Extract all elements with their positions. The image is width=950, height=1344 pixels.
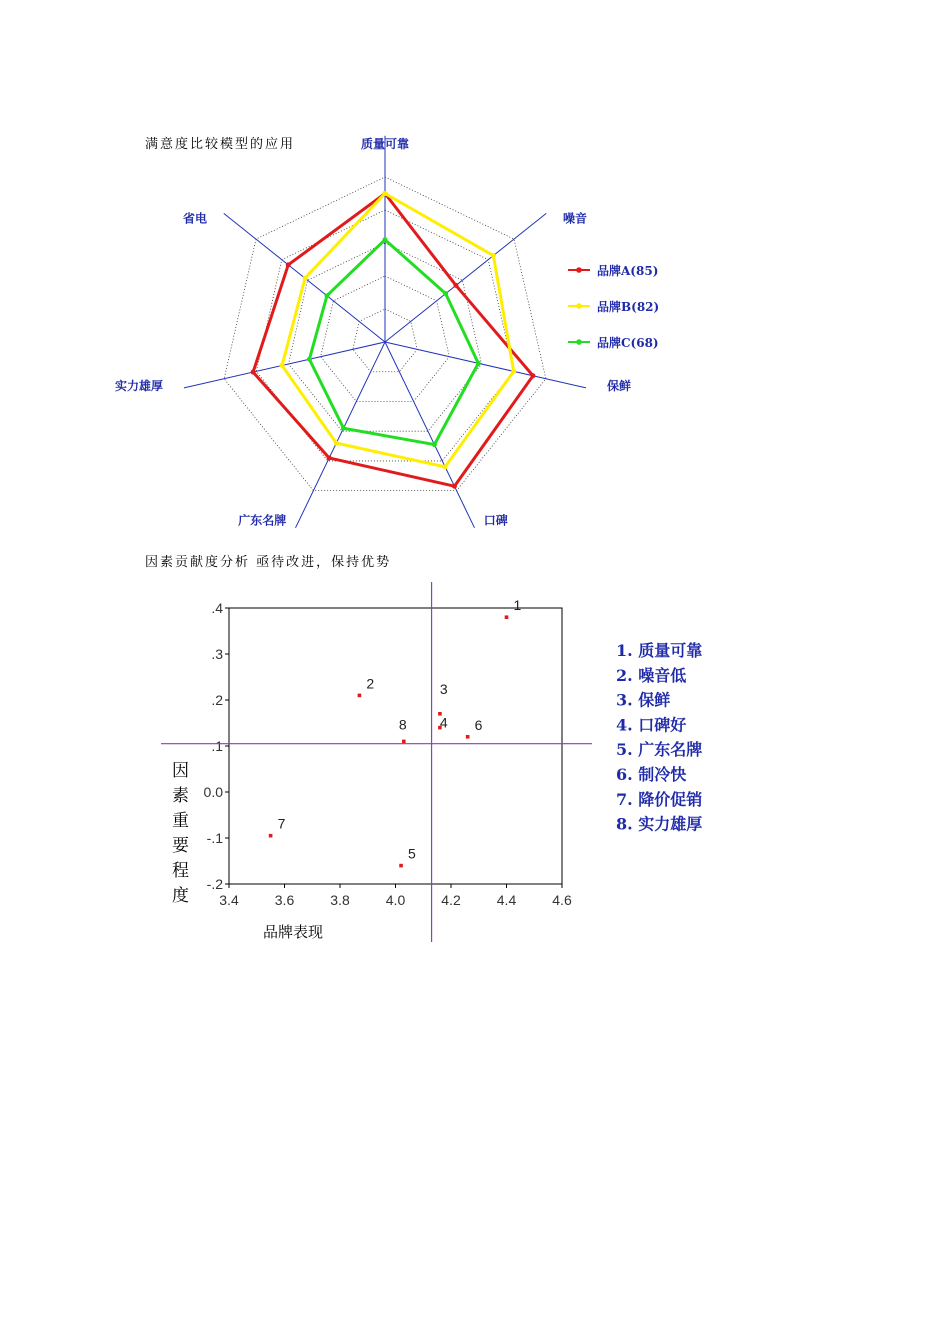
scatter-point-label: 8 xyxy=(398,716,407,733)
x-tick-label: 3.4 xyxy=(219,892,239,908)
radar-axis-label: 广东名牌 xyxy=(238,513,287,528)
factor-list xyxy=(616,641,702,834)
scatter-points xyxy=(269,597,522,867)
scatter-point-label: 7 xyxy=(277,815,286,832)
y-tick-label: .2 xyxy=(211,692,223,708)
x-axis-title: 品牌表现 xyxy=(263,923,324,941)
scatter-point-label: 1 xyxy=(513,597,522,614)
radar-axis-label: 省电 xyxy=(182,211,207,226)
scatter-point-label: 6 xyxy=(474,716,483,733)
scatter-point xyxy=(358,694,362,698)
plot-frame xyxy=(229,608,562,884)
y-axis-title xyxy=(172,761,189,906)
factor-list-item: 6. 制冷快 xyxy=(616,765,687,784)
x-tick-label: 3.8 xyxy=(330,892,350,908)
scatter-point xyxy=(466,735,470,739)
y-axis-title-char: 重 xyxy=(172,811,189,831)
legend-entry: 品牌B(82) xyxy=(597,300,660,314)
x-tick-label: 4.6 xyxy=(552,892,572,908)
y-axis-title-char: 素 xyxy=(172,786,189,806)
y-axis-title-char: 要 xyxy=(172,836,189,856)
scatter-point-label: 3 xyxy=(439,680,448,697)
factor-list-item: 2. 噪音低 xyxy=(616,665,687,685)
scatter-point-label: 5 xyxy=(408,845,416,862)
x-tick-label: 3.6 xyxy=(274,892,295,908)
radar-axis-label: 保鲜 xyxy=(606,379,632,394)
y-axis-ticks xyxy=(204,600,229,892)
radar-axis-label: 噪音 xyxy=(563,211,588,226)
x-tick-label: 4.0 xyxy=(385,892,406,908)
y-tick-label: .1 xyxy=(211,738,223,754)
y-tick-label: 0.0 xyxy=(203,784,223,800)
y-axis-title-char: 程 xyxy=(172,861,189,881)
factor-list-item: 1. 质量可靠 xyxy=(616,641,703,660)
scatter-section-title: 因素贡献度分析 亟待改进，保持优势 xyxy=(145,555,392,570)
factor-list-item: 4. 口碑好 xyxy=(616,715,687,735)
legend-entry: 品牌C(68) xyxy=(597,336,659,350)
scatter-point-label: 4 xyxy=(439,714,448,731)
y-axis-title-char: 因 xyxy=(172,761,189,781)
y-axis-title-char: 度 xyxy=(172,886,189,906)
y-tick-label: -.1 xyxy=(206,830,223,846)
x-tick-label: 4.4 xyxy=(496,892,517,908)
scatter-point xyxy=(269,834,273,838)
scatter-point xyxy=(402,740,406,744)
y-tick-label: -.2 xyxy=(206,876,223,892)
scatter-point xyxy=(505,615,509,619)
radar-axis-label: 质量可靠 xyxy=(360,137,410,151)
factor-list-item: 3. 保鲜 xyxy=(616,690,671,710)
scatter-point xyxy=(399,864,403,868)
factor-list-item: 7. 降价促销 xyxy=(616,789,703,809)
scatter-point-label: 2 xyxy=(366,675,375,692)
radar-axis-label: 口碑 xyxy=(483,513,508,528)
x-tick-label: 4.2 xyxy=(441,892,461,908)
factor-list-item: 8. 实力雄厚 xyxy=(616,814,703,834)
radar-section-title: 满意度比较模型的应用 xyxy=(145,137,296,152)
factor-list-item: 5. 广东名牌 xyxy=(616,740,703,760)
y-tick-label: .4 xyxy=(211,600,223,616)
radar-axis-label: 实力雄厚 xyxy=(114,379,164,394)
legend-entry: 品牌A(85) xyxy=(597,264,659,278)
x-axis-ticks xyxy=(219,884,572,908)
y-tick-label: .3 xyxy=(211,646,223,662)
